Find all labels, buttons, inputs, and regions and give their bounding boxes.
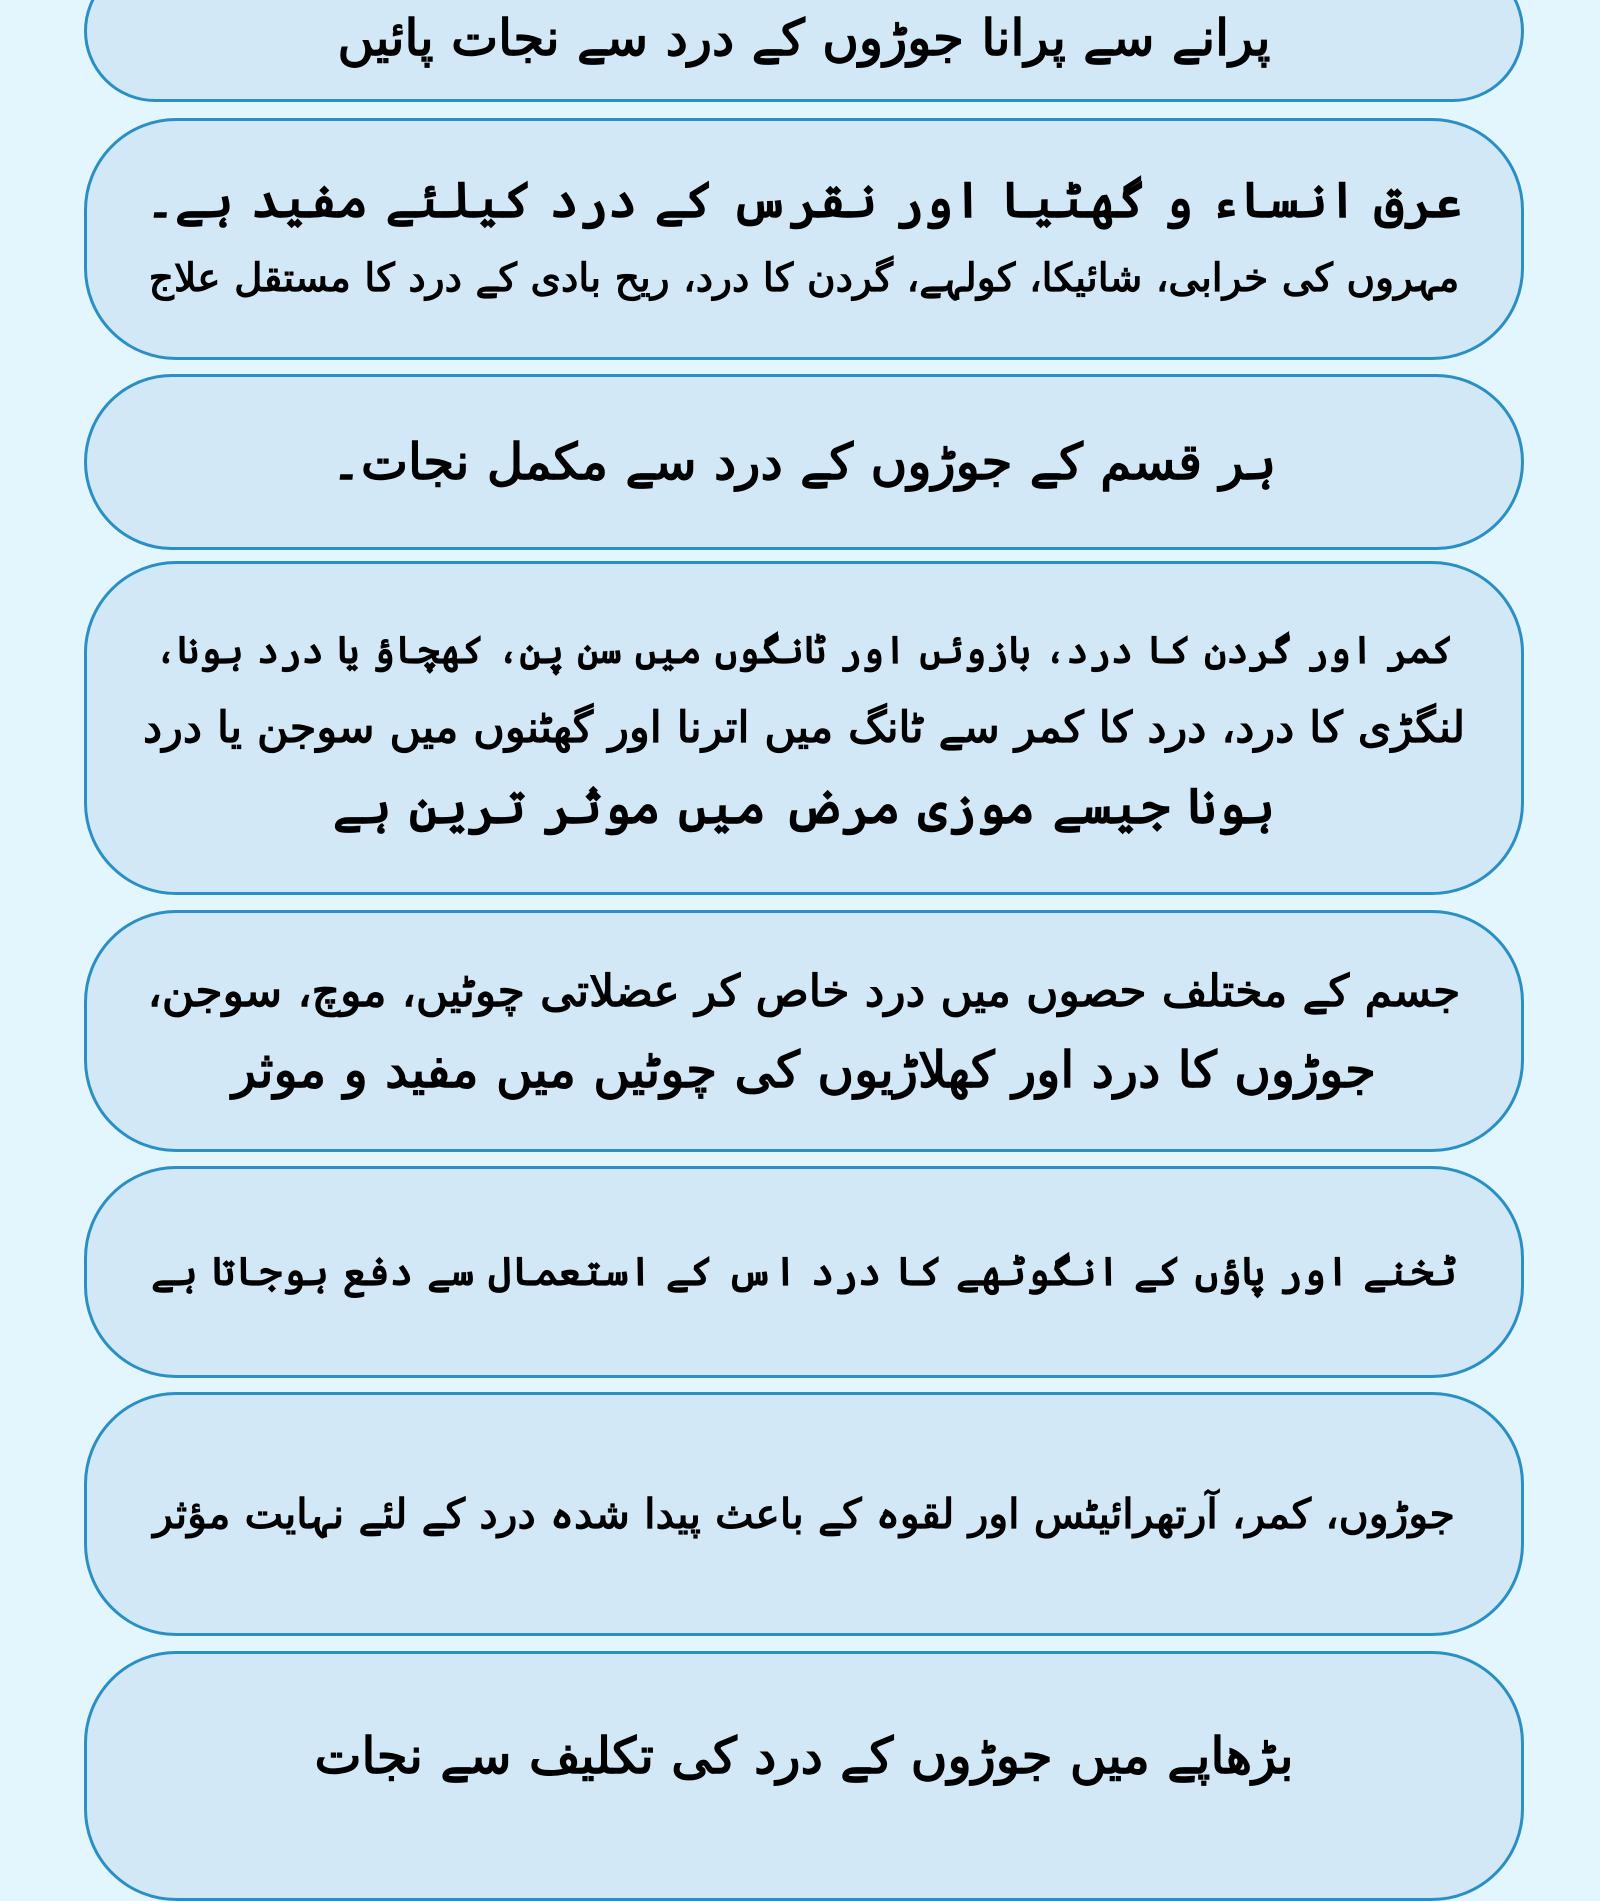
benefit-line: جوڑوں کا درد اور کھلاڑیوں کی چوٹیں میں مفید و موثر <box>232 1040 1376 1099</box>
benefit-line: بڑھاپے میں جوڑوں کے درد کی تکلیف سے نجات <box>314 1726 1294 1785</box>
benefit-card-6 <box>84 1392 1524 1636</box>
benefit-line: ٹخنے اور پاؤں کے انگوٹھے کا درد اس کے استعمال سے دفع ہوجاتا ہے <box>150 1248 1458 1295</box>
benefit-line: کمر اور گردن کا درد، بازوئں اور ٹانگوں میں سن پن، کھچاؤ یا درد ہونا، <box>154 627 1454 672</box>
benefit-card-3 <box>84 561 1524 895</box>
benefit-line: مہروں کی خرابی، شائیکا، کولہے، گردن کا درد، ریح بادی کے درد کا مستقل علاج <box>148 255 1460 301</box>
benefit-card-7 <box>84 1651 1524 1901</box>
benefit-card-5 <box>84 1166 1524 1378</box>
benefit-card-1 <box>84 118 1524 360</box>
benefit-card-2 <box>84 374 1524 550</box>
benefit-card-0 <box>84 0 1524 102</box>
benefit-line: جسم کے مختلف حصوں میں درد خاص کر عضلاتی چوٹیں، موچ، سوجن، <box>147 966 1461 1017</box>
benefit-line: عرق انساء و گھٹیا اور نقرس کے درد کیلئے مفید ہے۔ <box>145 170 1463 229</box>
benefit-card-4 <box>84 910 1524 1152</box>
benefit-line: پرانے سے پرانا جوڑوں کے درد سے نجات پائیں <box>337 8 1271 67</box>
benefit-line: ہر قسم کے جوڑوں کے درد سے مکمل نجات۔ <box>331 432 1277 491</box>
benefit-line: ہونا جیسے موزی مرض میں موثر ترین ہے <box>332 776 1276 835</box>
benefit-line: لنگڑی کا درد، درد کا کمر سے ٹانگ میں اترنا اور گھٹنوں میں سوجن یا درد <box>142 703 1466 753</box>
benefit-line: جوڑوں، کمر، آرتھرائیٹس اور لقوہ کے باعث پیدا شدہ درد کے لئے نہایت مؤثر <box>153 1490 1455 1538</box>
